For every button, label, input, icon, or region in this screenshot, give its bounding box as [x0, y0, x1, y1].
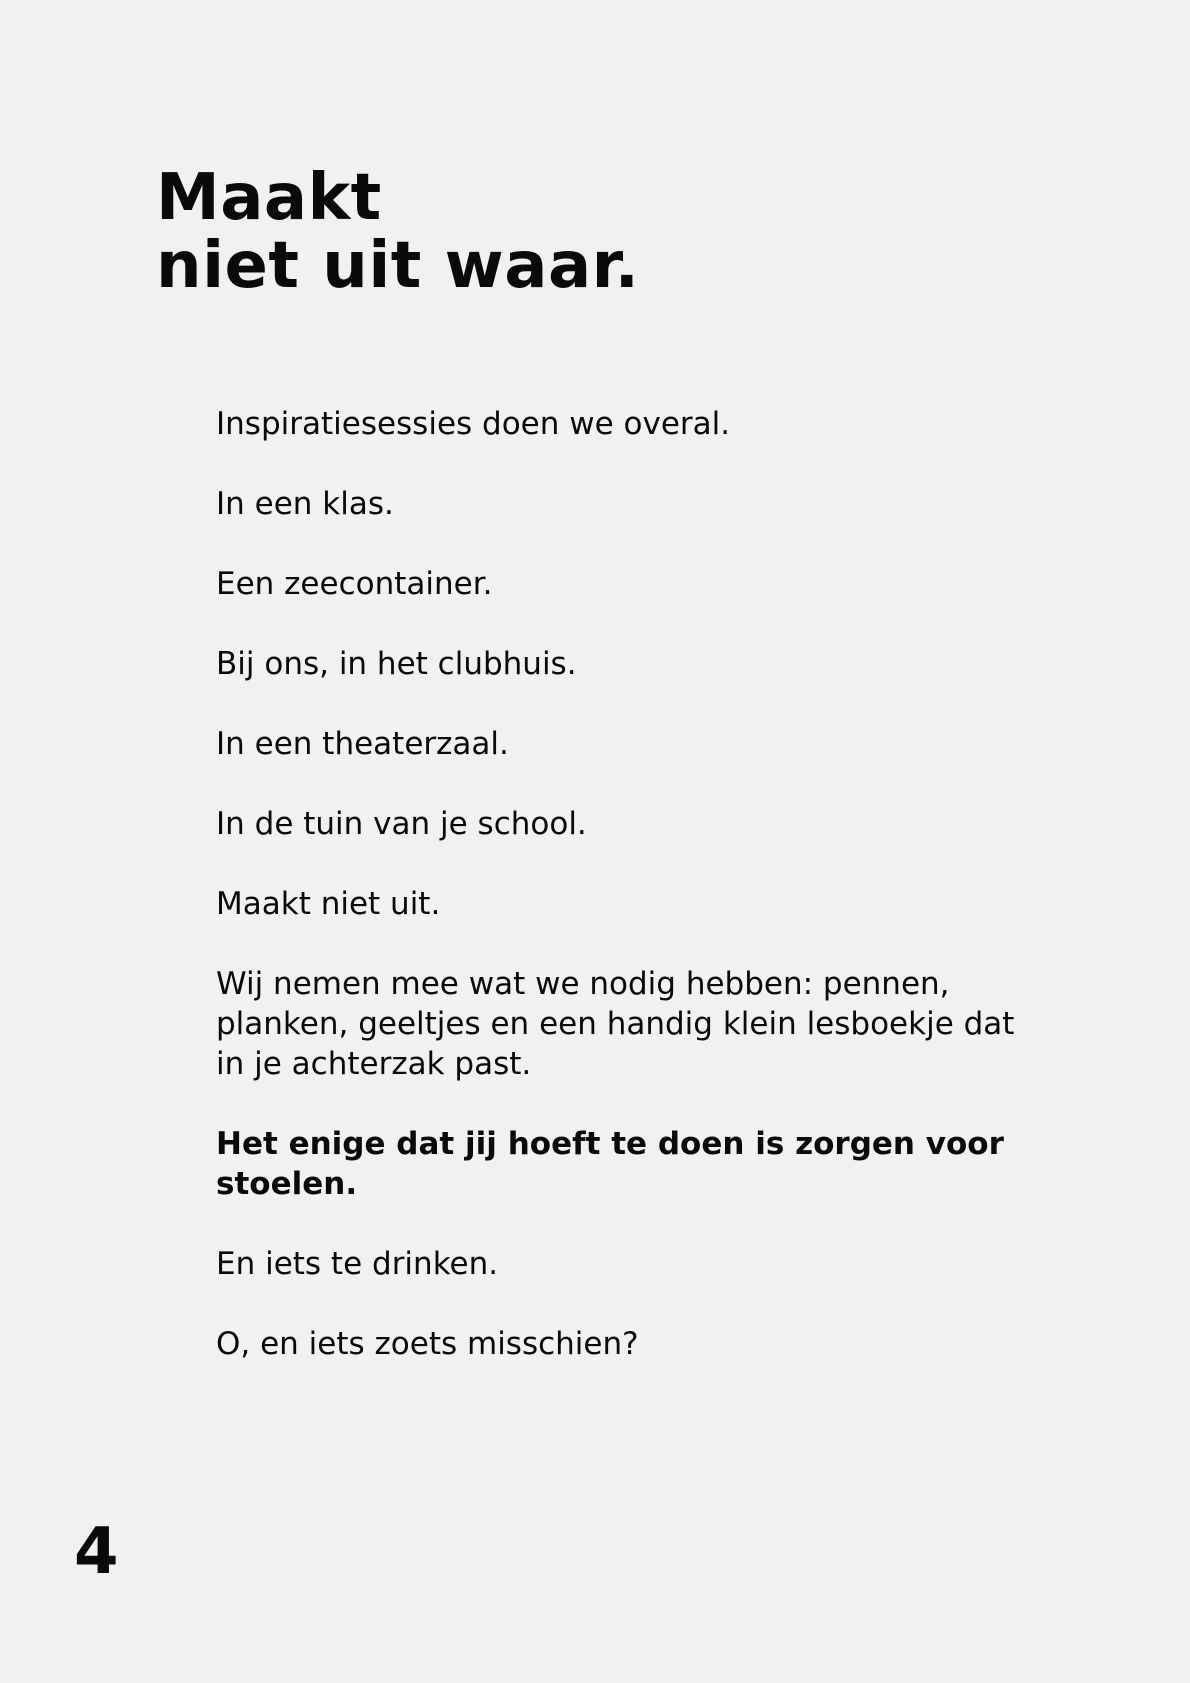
- paragraph: In de tuin van je school.: [216, 806, 587, 842]
- body-text: [216, 404, 1046, 1404]
- paragraph: Maakt niet uit.: [216, 886, 441, 922]
- title-line-1: Maakt: [156, 161, 382, 235]
- paragraph: Wij nemen mee wat we nodig hebben: pennen, planken, geeltjes en een handig klein lesboekje dat in je achterzak past.: [216, 966, 1015, 1082]
- page-title: [156, 161, 640, 303]
- paragraph: O, en iets zoets misschien?: [216, 1326, 639, 1362]
- paragraph: In een theaterzaal.: [216, 726, 509, 762]
- paragraph: Bij ons, in het clubhuis.: [216, 646, 577, 682]
- paragraph: En iets te drinken.: [216, 1246, 499, 1282]
- paragraph: In een klas.: [216, 486, 394, 522]
- page-number: 4: [74, 1515, 119, 1589]
- paragraph: Een zeecontainer.: [216, 566, 493, 602]
- title-line-2: niet uit waar.: [156, 229, 640, 303]
- paragraph: Inspiratiesessies doen we overal.: [216, 406, 731, 442]
- emphasized-paragraph: Het enige dat jij hoeft te doen is zorgen voor stoelen.: [216, 1126, 1004, 1202]
